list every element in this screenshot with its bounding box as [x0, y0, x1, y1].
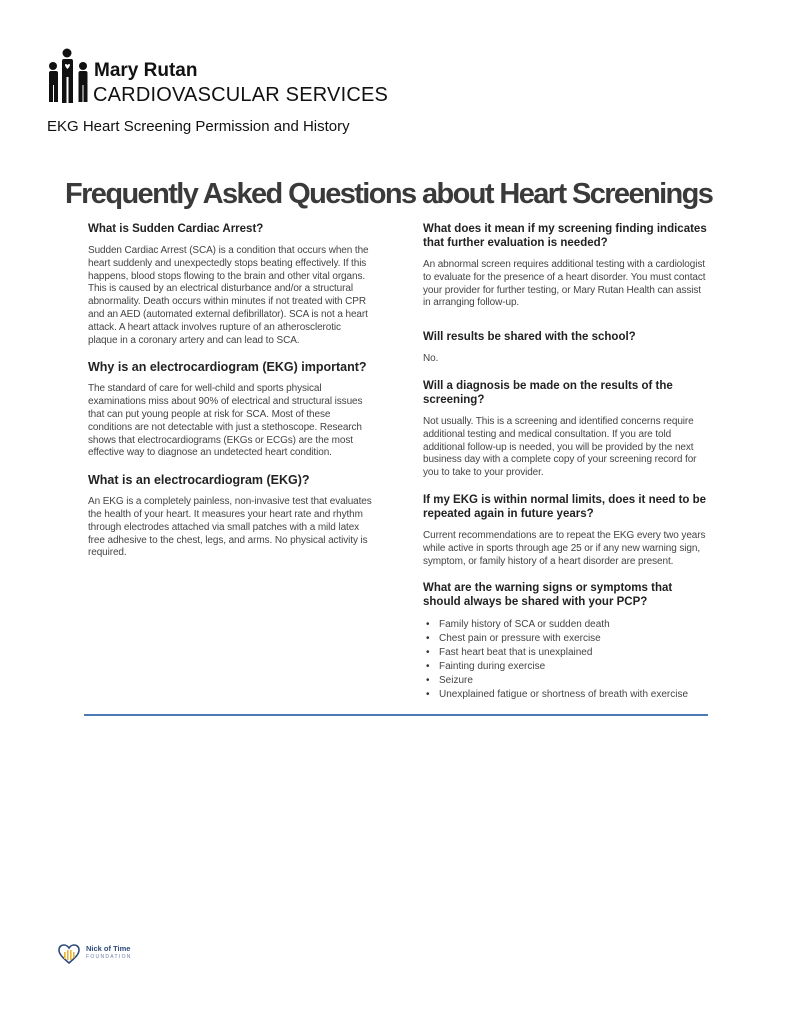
faq-answer: No. — [423, 353, 439, 365]
faq-question: What is an electrocardiogram (EKG)? — [88, 473, 310, 488]
list-item: • Family history of SCA or sudden death — [423, 618, 708, 632]
form-title: EKG Heart Screening Permission and History — [47, 118, 350, 135]
warning-signs-list — [423, 618, 708, 702]
list-item: • Seizure — [423, 674, 708, 688]
faq-question: What does it mean if my screening finding indicates that further evaluation is needed? — [423, 223, 707, 249]
faq-question: What is Sudden Cardiac Arrest? — [88, 223, 264, 235]
family-icon — [48, 48, 90, 104]
footer-brand-subtitle: FOUNDATION — [86, 954, 132, 960]
org-name: Mary Rutan — [94, 60, 198, 81]
faq-item — [88, 360, 373, 460]
faq-answer: Not usually. This is a screening and identified concerns require additional testing and medical consultation. If you are told additional follow-up is needed, you will be provided by the next business day with a complete copy of your screening record for you to take to your provider. — [423, 415, 697, 479]
list-item: • Unexplained fatigue or shortness of breath with exercise — [423, 688, 708, 702]
faq-left-column — [88, 222, 373, 560]
org-subtitle: CARDIOVASCULAR SERVICES — [93, 84, 389, 106]
list-item: • Chest pain or pressure with exercise — [423, 632, 708, 646]
heart-icon — [58, 944, 80, 964]
faq-item — [423, 493, 708, 568]
faq-question: Will results be shared with the school? — [423, 331, 636, 344]
faq-answer: Current recommendations are to repeat the EKG every two years while active in sports through age 25 or if any new warning sign, symptom, or family history of a heart disorder are present. — [423, 529, 706, 567]
faq-item — [88, 473, 373, 560]
faq-item — [423, 222, 708, 310]
list-item: • Fainting during exercise — [423, 660, 708, 674]
faq-answer: An EKG is a completely painless, non-invasive test that evaluates the health of your heart. It measures your heart rate and rhythm through electrodes attached via small patches with a mild latex free adhesive to the chest, legs, and arms. No physical activity is required. — [88, 496, 372, 559]
faq-heading: Frequently Asked Questions about Heart Screenings — [65, 178, 713, 210]
faq-item — [423, 379, 708, 480]
footer-brand-name: Nick of Time — [86, 944, 131, 953]
faq-question: What are the warning signs or symptoms that should always be shared with your PCP? — [423, 582, 673, 609]
faq-question: If my EKG is within normal limits, does it need to be repeated again in future years? — [423, 493, 707, 520]
faq-item — [423, 581, 708, 702]
faq-item — [88, 222, 373, 347]
faq-right-column — [423, 222, 708, 702]
faq-answer: Sudden Cardiac Arrest (SCA) is a condition that occurs when the heart suddenly and unexpectedly stops beating effectively. If this happens, blood stops flowing to the brain and other vital organs. This is caused by an electrical disturbance and/or a structural abnormality. Death occurs within minutes if not treated with CPR and an AED (automated external defibrillator). SCA is not a heart attack. A heart attack involves rupture of an atherosclerotic plaque in a coronary artery and can lead to SCA. — [88, 245, 369, 346]
list-item: • Fast heart beat that is unexplained — [423, 646, 708, 660]
faq-answer: The standard of care for well-child and sports physical examinations miss about 90% of electrical and structural issues that can put young people at risk for SCA. Most of these conditions are not detectable with just a stethoscope. Research shows that electrocardiograms (EKGs or ECGs) are the most effective way to diagnose an undetected heart condition. — [88, 383, 363, 459]
faq-question: Will a diagnosis be made on the results of the screening? — [423, 379, 673, 406]
faq-item — [423, 330, 708, 366]
divider — [84, 714, 708, 716]
faq-answer: An abnormal screen requires additional testing with a cardiologist to evaluate for the presence of a heart disorder. You must contact your provider for further testing, or Mary Rutan Health can assist in arranging follow-up. — [423, 259, 706, 309]
faq-question: Why is an electrocardiogram (EKG) important? — [88, 360, 367, 375]
